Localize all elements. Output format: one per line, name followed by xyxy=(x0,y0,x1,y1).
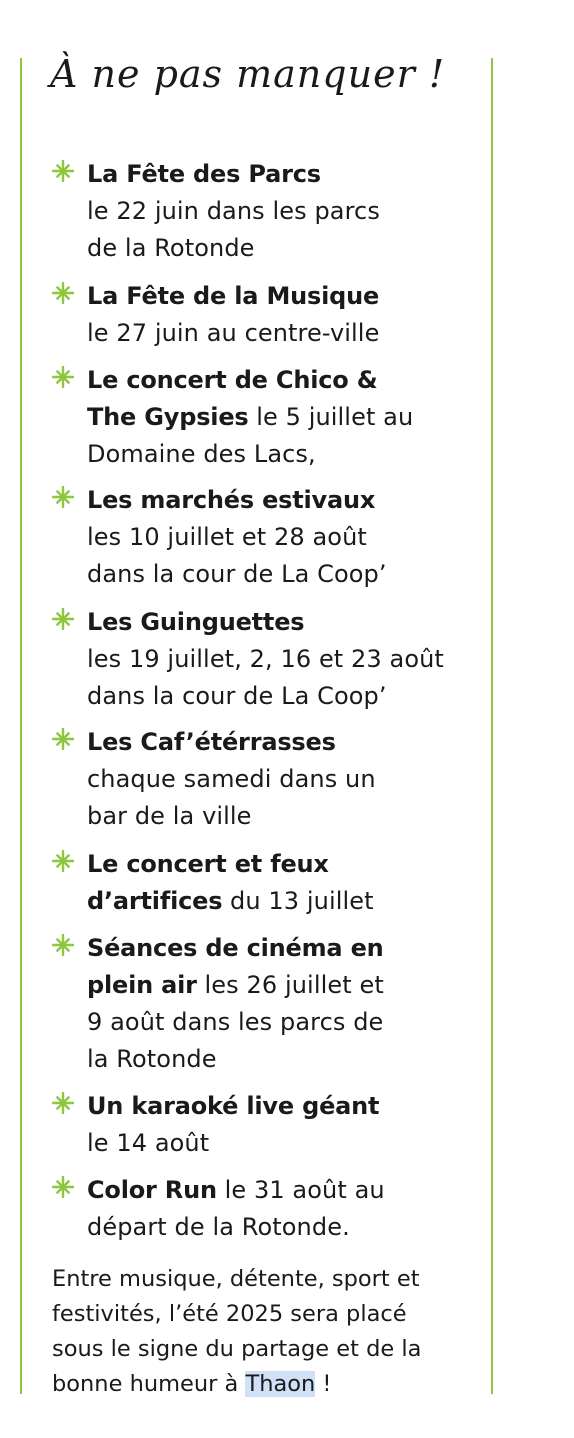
event-detail: dans la cour de La Coop’ xyxy=(87,682,387,710)
asterisk-star-icon xyxy=(52,850,74,872)
event-detail: le 22 juin dans les parcs xyxy=(87,197,380,225)
event-detail: les 10 juillet et 28 août xyxy=(87,523,367,551)
event-text xyxy=(87,1088,472,1162)
event-detail: départ de la Rotonde. xyxy=(87,1213,350,1241)
event-detail: Domaine des Lacs, xyxy=(87,440,316,468)
asterisk-star-icon xyxy=(52,934,74,956)
asterisk-star-icon xyxy=(52,366,74,388)
event-title: La Fête de la Musique xyxy=(87,282,380,310)
event-title: Un karaoké live géant xyxy=(87,1092,380,1120)
highlighted-word[interactable]: Thaon xyxy=(245,1371,316,1397)
asterisk-star-icon xyxy=(52,160,74,182)
event-detail: le 5 juillet au xyxy=(248,403,414,431)
event-title: Le concert de Chico & xyxy=(87,366,378,394)
event-detail: 9 août dans les parcs de xyxy=(87,1008,384,1036)
left-border-rule xyxy=(20,58,22,1394)
event-detail: le 14 août xyxy=(87,1129,210,1157)
event-title: Les Caf’étérrasses xyxy=(87,728,336,756)
asterisk-star-icon xyxy=(52,486,74,508)
closing-line: festivités, l’été 2025 sera placé xyxy=(52,1301,407,1327)
event-detail: du 13 juillet xyxy=(222,887,374,915)
event-title-continued: plein air xyxy=(87,971,197,999)
event-text xyxy=(87,846,472,920)
closing-line-end: ! xyxy=(315,1371,332,1397)
event-title: La Fête des Parcs xyxy=(87,160,321,188)
event-detail: bar de la ville xyxy=(87,802,252,830)
event-detail: chaque samedi dans un xyxy=(87,765,376,793)
event-text xyxy=(87,156,472,267)
right-border-rule xyxy=(491,58,493,1394)
closing-line: Entre musique, détente, sport et xyxy=(52,1266,420,1292)
event-title: Les Guinguettes xyxy=(87,608,305,636)
event-title: Color Run xyxy=(87,1176,217,1204)
event-detail: de la Rotonde xyxy=(87,234,255,262)
closing-line: bonne humeur à xyxy=(52,1371,246,1397)
asterisk-star-icon xyxy=(52,1092,74,1114)
closing-paragraph xyxy=(52,1262,477,1402)
asterisk-star-icon xyxy=(52,1176,74,1198)
closing-line: sous le signe du partage et de la xyxy=(52,1336,422,1362)
event-detail: le 31 août au xyxy=(216,1176,385,1204)
event-detail: les 19 juillet, 2, 16 et 23 août xyxy=(87,645,444,673)
event-text xyxy=(87,278,472,352)
event-title: Les marchés estivaux xyxy=(87,486,376,514)
event-title-continued: d’artifices xyxy=(87,887,223,915)
event-detail: la Rotonde xyxy=(87,1045,217,1073)
event-title: Séances de cinéma en xyxy=(87,934,384,962)
asterisk-star-icon xyxy=(52,608,74,630)
asterisk-star-icon xyxy=(52,282,74,304)
event-title: Le concert et feux xyxy=(87,850,329,878)
event-text xyxy=(87,724,472,835)
event-text xyxy=(87,930,472,1078)
asterisk-star-icon xyxy=(52,728,74,750)
event-text xyxy=(87,1172,472,1246)
event-detail: dans la cour de La Coop’ xyxy=(87,560,387,588)
event-text xyxy=(87,604,472,715)
event-title-continued: The Gypsies xyxy=(87,403,249,431)
event-text xyxy=(87,482,472,593)
event-detail: le 27 juin au centre-ville xyxy=(87,319,380,347)
event-text xyxy=(87,362,472,473)
event-detail: les 26 juillet et xyxy=(196,971,384,999)
panel-heading: À ne pas manquer ! xyxy=(50,52,446,96)
